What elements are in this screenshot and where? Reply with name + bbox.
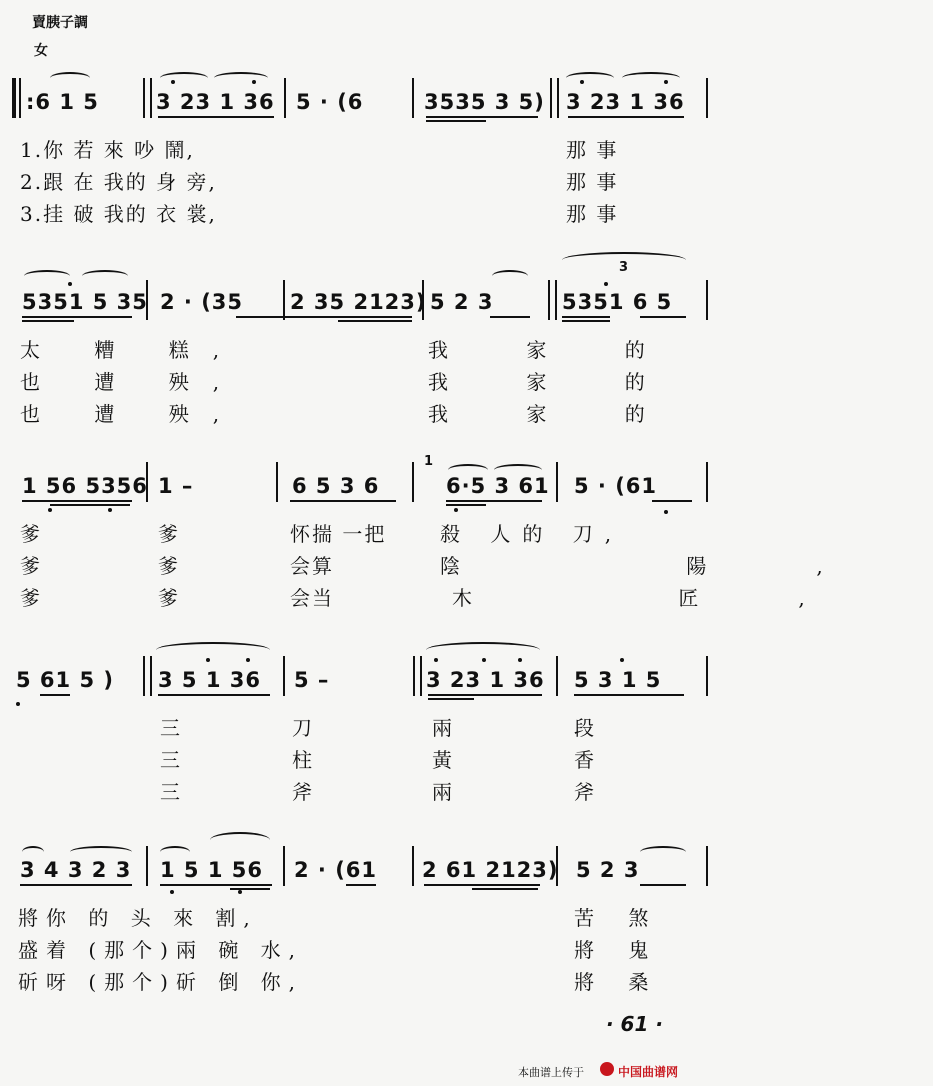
grace-note-2: 3 (619, 260, 630, 275)
measure-4-3: 5 – (294, 668, 330, 692)
lyric-3-2d: 陰 陽, (440, 554, 933, 578)
lyric-4-1c: 兩 (432, 716, 454, 740)
lyric-2-3b: 我 家 的 (428, 402, 681, 426)
measure-3-1: 1 56 5356 (22, 474, 148, 498)
lyric-3-2b: 爹 (158, 554, 180, 578)
measure-3-2: 1 – (158, 474, 194, 498)
lyric-1-2b: 那 事 (566, 170, 619, 194)
measure-4-5: 5 3 1 5 (574, 668, 662, 692)
lyric-4-3a: 三 (160, 780, 182, 804)
lyric-4-3c: 兩 (432, 780, 454, 804)
lyric-3-2a: 爹 (20, 554, 42, 578)
measure-5-2: 1 5 1 56 (160, 858, 263, 882)
lyric-4-3d: 斧 (574, 780, 596, 804)
lyric-2-2b: 我 家 的 (428, 370, 681, 394)
site-name[interactable]: 中国曲谱网 (618, 1065, 679, 1079)
measure-5-4: 2 61 2123) (422, 858, 559, 882)
measure-3-5: 5 · (61 (574, 474, 658, 498)
measure-3-3: 6 5 3 6 (292, 474, 380, 498)
measure-1-5: 3 23 1 36 (566, 90, 685, 114)
lyric-4-1d: 段 (574, 716, 596, 740)
lyric-2-1b: 我 家 的 (428, 338, 681, 362)
measure-3-4: 6·5 3 61 (446, 474, 550, 498)
lyric-1-3b: 那 事 (566, 202, 619, 226)
lyric-1-2: 2.跟 在 我的 身 旁, (20, 170, 217, 194)
measure-1-1: :6 1 5 (26, 90, 99, 114)
lyric-3-3b: 爹 (158, 586, 180, 610)
voice-label: 女 (34, 43, 48, 59)
lyric-2-3: 也 遭 殃, (20, 402, 244, 426)
lyric-3-2c: 会算 (290, 554, 334, 578)
lyric-3-1c: 怀揣 一把 (290, 522, 387, 546)
lyric-4-1b: 刀 (292, 716, 314, 740)
measure-4-1: 5 61 5 ) (16, 668, 114, 692)
lyric-3-3c: 会当 (290, 586, 334, 610)
measure-4-2: 3 5 1 36 (158, 668, 261, 692)
lyric-2-1: 太 糟 糕, (20, 338, 244, 362)
measure-2-4: 5 2 3 (430, 290, 494, 314)
lyric-4-2c: 黃 (432, 748, 454, 772)
lyric-5-3b: 將 桑 (574, 970, 663, 994)
measure-5-5: 5 2 3 (576, 858, 640, 882)
measure-4-4: 3 23 1 36 (426, 668, 545, 692)
measure-5-3: 2 · (61 (294, 858, 378, 882)
measure-2-5: 5351 6 5 (562, 290, 673, 314)
lyric-1-1b: 那 事 (566, 138, 619, 162)
measure-2-3: 2 35 2123) (290, 290, 427, 314)
lyric-4-3b: 斧 (292, 780, 314, 804)
lyric-3-1d: 殺 人的 刀, (440, 522, 624, 546)
lyric-3-1a: 爹 (20, 522, 42, 546)
lyric-4-2b: 柱 (292, 748, 314, 772)
lyric-3-3a: 爹 (20, 586, 42, 610)
lyric-1-3: 3.挂 破 我的 衣 裳, (20, 202, 217, 226)
upload-note: 本曲谱上传于 (518, 1066, 584, 1079)
grace-note-3: 1 (424, 454, 435, 469)
lyric-3-3d: 木 匠, (452, 586, 905, 610)
lyric-4-2d: 香 (574, 748, 596, 772)
measure-1-2: 3 23 1 36 (156, 90, 275, 114)
measure-2-1: 5351 5 35 (22, 290, 148, 314)
measure-1-3: 5 · (6 (296, 90, 364, 114)
measure-2-2: 2 · (35 (160, 290, 244, 314)
lyric-5-2b: 將 鬼 (574, 938, 663, 962)
lyric-5-1b: 苦 煞 (574, 906, 663, 930)
lyric-5-2: 盛着 (那个)兩 碗 水, (18, 938, 304, 962)
site-logo-icon (600, 1062, 614, 1076)
measure-5-1: 3 4 3 2 3 (20, 858, 132, 882)
tune-name: 賣胰子調 (32, 15, 88, 31)
lyric-3-1b: 爹 (158, 522, 180, 546)
lyric-5-3: 斫呀 (那个)斫 倒 你, (18, 970, 304, 994)
lyric-4-1a: 三 (160, 716, 182, 740)
page-number: · 61 · (606, 1012, 663, 1036)
lyric-1-1: 1.你 若 來 吵 鬧, (20, 138, 195, 162)
measure-1-4: 3535 3 5) (424, 90, 545, 114)
lyric-4-2a: 三 (160, 748, 182, 772)
lyric-5-1: 將你 的 头 來 割, (18, 906, 258, 930)
lyric-2-2: 也 遭 殃, (20, 370, 244, 394)
